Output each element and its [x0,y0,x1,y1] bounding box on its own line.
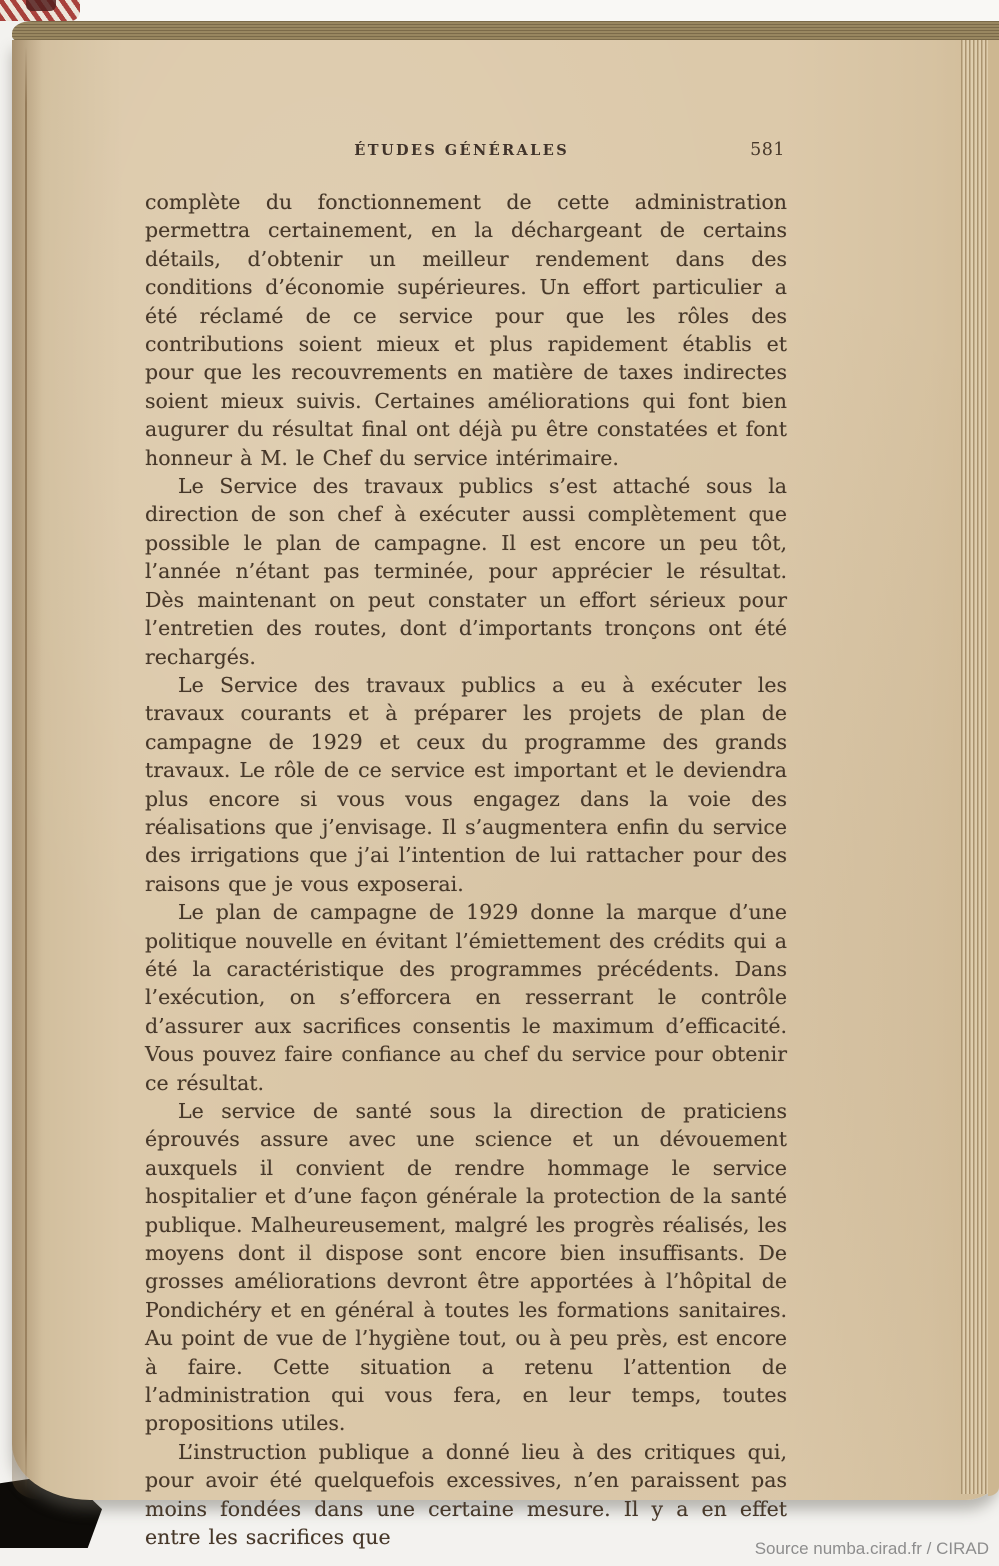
paragraphs [145,188,787,1552]
fore-edge-stripes [961,40,988,1494]
page-content [145,140,787,1552]
paragraph: complète du fonctionnement de cette administration permettra certainement, en la déchargeant de certains détails, d’obtenir un meilleur rendement dans des conditions d’économie supérieures. Un effort particulier a été réclamé de ce service pour que les rôles des contributions soient mieux et plus rapidement établis et pour que les recouvrements en matière de taxes indirectes soient mieux suivis. Certaines améliorations qui font bien augurer du résultat final ont déjà pu être constatées et font honneur à M. le Chef du service intérimaire. [145,190,787,470]
running-title: ÉTUDES GÉNÉRALES [354,142,570,159]
headband-decoration [0,0,80,21]
paragraph: L’instruction publique a donné lieu à des critiques qui, pour avoir été quelquefois excessives, n’en paraissent pas moins fondées dans une certaine mesure. Il y a en effet entre les sacrifices que [145,1439,787,1550]
paragraph: Le plan de campagne de 1929 donne la marque d’une politique nouvelle en évitant l’émiettement des crédits qui a été la caractéristique des programmes précédents. Dans l’exécution, on s’efforcera en resserrant le contrôle d’assurer aux sacrifices consentis le maximum d’efficacité. Vous pouvez faire confiance au chef du service pour obtenir ce résultat. [145,900,787,1095]
stacked-page-edges-top [12,21,999,42]
source-caption: Source numba.cirad.fr / CIRAD [754,1539,989,1558]
page-header [145,140,787,164]
paragraph: Le Service des travaux publics s’est attaché sous la direction de son chef à exécuter aussi complètement que possible le plan de campagne. Il est encore un peu tôt, l’année n’étant pas terminée, pour apprécier le résultat. Dès maintenant on peut constater un effort sérieux pour l’entretien des routes, dont d’importants tronçons ont été rechargés. [145,474,787,669]
paragraph: Le Service des travaux publics a eu à exécuter les travaux courants et à préparer les projets de plan de campagne de 1929 et ceux du programme des grands travaux. Le rôle de ce service est important et le deviendra plus encore si vous vous engagez dans la voie des réalisations que j’envisage. Il s’augmentera enfin du service des irrigations que j’ai l’intention de lui rattacher pour des raisons que je vous exposerai. [145,672,787,896]
page-number: 581 [750,140,785,160]
gutter-crease [25,46,27,1490]
fore-edge-outer [988,40,999,1496]
paragraph: Le service de santé sous la direction de praticiens éprouvés assure avec une science et un dévouement auxquels il convient de rendre hommage le service hospitalier et d’une façon générale la protection de la santé publique. Malheureusement, malgré les progrès réalisés, les moyens dont il dispose sont encore bien insuffisants. De grosses améliorations devront être apportées à l’hôpital de Pondichéry et en général à toutes les formations sanitaires. Au point de vue de l’hygiène tout, ou à peu près, est encore à faire. Cette situation a retenu l’attention de l’administration qui vous fera, en leur temps, toutes propositions utiles. [145,1099,787,1436]
